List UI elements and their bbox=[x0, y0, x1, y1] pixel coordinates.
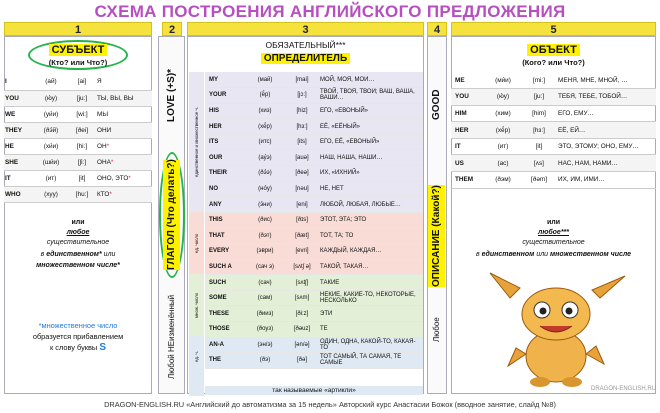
subject-row bbox=[4, 138, 152, 154]
subject-ipa: [it] bbox=[68, 170, 96, 186]
determiner-row bbox=[205, 275, 423, 291]
subject-row bbox=[4, 170, 152, 186]
subject-word: SHE bbox=[4, 154, 34, 170]
determiner-word: THESE bbox=[205, 306, 245, 322]
determiner-translation: ЭТОТ, ЭТА; ЭТО bbox=[319, 212, 423, 228]
subject-transcription: (ит) bbox=[34, 170, 68, 186]
subject-translation: Я bbox=[96, 74, 152, 90]
determiner-transcription: (ðис) bbox=[245, 212, 285, 228]
determiner-heading: ОПРЕДЕЛИТЕЛЬ bbox=[187, 53, 424, 64]
determiner-ipa: [sʌm] bbox=[285, 290, 319, 306]
determiner-transcription: (э́ни) bbox=[245, 197, 285, 213]
subject-translation: КТО* bbox=[96, 186, 152, 202]
determiner-translation: ЛЮБОЙ, ЛЮБАЯ, ЛЮБЫЕ… bbox=[319, 197, 423, 213]
subject-any: любое bbox=[66, 229, 90, 236]
determiner-row bbox=[205, 88, 423, 104]
determiner-ipa: [mai] bbox=[285, 72, 319, 88]
object-word: THEM bbox=[451, 172, 485, 189]
determiner-ipa: [ən/ə] bbox=[285, 337, 319, 353]
subject-transcription: (ши́и) bbox=[34, 154, 68, 170]
determiner-row bbox=[205, 290, 423, 306]
determiner-ipa: [evri] bbox=[285, 244, 319, 260]
object-row bbox=[451, 155, 656, 172]
determiner-transcription: (но́у) bbox=[245, 181, 285, 197]
determiner-row bbox=[205, 134, 423, 150]
determiner-translation: ТАКОЙ, ТАКАЯ… bbox=[319, 259, 423, 275]
subject-ipa: [ju:] bbox=[68, 90, 96, 106]
determiner-row bbox=[205, 244, 423, 260]
determiner-word: SUCH bbox=[205, 275, 245, 291]
object-transcription: (ми́и) bbox=[485, 72, 521, 89]
subject-word: WHO bbox=[4, 186, 34, 202]
subject-transcription: (ю́у) bbox=[34, 90, 68, 106]
subject-row bbox=[4, 74, 152, 90]
determiner-transcription: (итс) bbox=[245, 134, 285, 150]
determiner-ipa: [hɜ:] bbox=[285, 119, 319, 135]
verb-example: LOVE (+S)* bbox=[166, 68, 177, 122]
object-transcription: (ит) bbox=[485, 138, 521, 155]
determiner-transcription: (сам) bbox=[245, 290, 285, 306]
determiner-word: ANY bbox=[205, 197, 245, 213]
object-translation: ЕГО, ЕМУ… bbox=[557, 105, 656, 122]
determiner-required: ОБЯЗАТЕЛЬНЫЙ*** bbox=[265, 40, 346, 50]
subject-row bbox=[4, 186, 152, 202]
determiner-row bbox=[205, 72, 423, 88]
subject-table bbox=[4, 74, 152, 203]
determiner-transcription: (ðэ́э) bbox=[245, 166, 285, 182]
subject-word: THEY bbox=[4, 122, 34, 138]
object-ipa: [him] bbox=[521, 105, 557, 122]
determiner-word: AN-A bbox=[205, 337, 245, 353]
object-ipa: [mi:] bbox=[521, 72, 557, 89]
subject-translation: ОНО, ЭТО* bbox=[96, 170, 152, 186]
determiner-translation: МОЙ, МОЯ, МОИ… bbox=[319, 72, 423, 88]
determiner-ipa: [sʌtʃ] bbox=[285, 275, 319, 291]
subject-translation: ОН* bbox=[96, 138, 152, 154]
determiner-ipa: [its] bbox=[285, 134, 319, 150]
determiner-translation: НЕ, НЕТ bbox=[319, 181, 423, 197]
subject-ipa: [ðei] bbox=[68, 122, 96, 138]
col-number-5: 5 bbox=[451, 22, 656, 36]
determiner-word: HER bbox=[205, 119, 245, 135]
subject-transcription: (ай) bbox=[34, 74, 68, 90]
object-word: HER bbox=[451, 122, 485, 139]
page-title: СХЕМА ПОСТРОЕНИЯ АНГЛИЙСКОГО ПРЕДЛОЖЕНИЯ bbox=[94, 2, 566, 21]
object-or: или bbox=[546, 219, 561, 226]
determiner-word: THEIR bbox=[205, 166, 245, 182]
dragon-mascot-icon bbox=[480, 268, 630, 390]
determiner-transcription: (хиз) bbox=[245, 103, 285, 119]
subject-transcription: (хи́и) bbox=[34, 138, 68, 154]
determiner-translation: ТОТ, ТА; ТО bbox=[319, 228, 423, 244]
subject-word: YOU bbox=[4, 90, 34, 106]
determiner-word: MY bbox=[205, 72, 245, 88]
determiner-transcription: (эн/э) bbox=[245, 337, 285, 353]
determiner-word: ITS bbox=[205, 134, 245, 150]
determiner-transcription: (ðэт) bbox=[245, 228, 285, 244]
determiner-translation: НАШ, НАША, НАШИ… bbox=[319, 150, 423, 166]
determiner-row bbox=[205, 103, 423, 119]
object-transcription: (хим) bbox=[485, 105, 521, 122]
determiner-translation: КАЖДЫЙ, КАЖДАЯ… bbox=[319, 244, 423, 260]
determiner-word: YOUR bbox=[205, 88, 245, 104]
object-transcription: (хё́р) bbox=[485, 122, 521, 139]
object-translation: ЭТО, ЭТОМУ; ОНО, ЕМУ… bbox=[557, 138, 656, 155]
determiner-translation: ТЕ bbox=[319, 322, 423, 338]
plural-note: *множественное число образуется прибавлением к слову буквы S bbox=[32, 321, 124, 353]
determiner-word: THOSE bbox=[205, 322, 245, 338]
object-row bbox=[451, 72, 656, 89]
group-label-2: ед. число bbox=[194, 233, 199, 253]
object-ipa: [hɜ:] bbox=[521, 122, 557, 139]
determiner-transcription: (ðоуз) bbox=[245, 322, 285, 338]
determiner-ipa: [auə] bbox=[285, 150, 319, 166]
determiner-row bbox=[205, 353, 423, 369]
verb-heading: ГЛАГОЛ (Что делать?) bbox=[160, 156, 184, 274]
determiner-translation: ТОТ САМЫЙ, ТА САМАЯ, ТЕ САМЫЕ bbox=[319, 353, 423, 369]
object-ipa: [it] bbox=[521, 138, 557, 155]
subject-ipa: [hi:] bbox=[68, 138, 96, 154]
object-ipa: [ju:] bbox=[521, 89, 557, 106]
object-ipa: [ʌs] bbox=[521, 155, 557, 172]
determiner-word: THAT bbox=[205, 228, 245, 244]
object-row bbox=[451, 89, 656, 106]
subject-translation: ТЫ, ВЫ, ВЫ bbox=[96, 90, 152, 106]
determiner-translation: ЕЁ, «ЕЁНЫЙ» bbox=[319, 119, 423, 135]
determiner-ipa: [hiz] bbox=[285, 103, 319, 119]
determiner-word: THIS bbox=[205, 212, 245, 228]
subject-transcription: (уи́и) bbox=[34, 106, 68, 122]
subject-word: IT bbox=[4, 170, 34, 186]
subject-row bbox=[4, 106, 152, 122]
determiner-word: OUR bbox=[205, 150, 245, 166]
determiner-translation: НЕКИЕ, КАКИЕ-ТО, НЕКОТОРЫЕ, НЕСКОЛЬКО bbox=[319, 290, 423, 306]
object-table bbox=[451, 72, 656, 189]
determiner-translation: ЕГО, ЕЁ, «ЕВОНЫЙ» bbox=[319, 134, 423, 150]
determiner-row bbox=[205, 337, 423, 353]
object-row bbox=[451, 105, 656, 122]
object-translation: ТЕБЯ, ТЕБЕ, ТОБОЙ… bbox=[557, 89, 656, 106]
verb-any: Любой НЕизменённый bbox=[167, 294, 176, 380]
col-number-1: 1 bbox=[4, 22, 152, 36]
object-noun: существительное bbox=[522, 239, 585, 246]
determiner-word: SOME bbox=[205, 290, 245, 306]
determiner-transcription: (сач э) bbox=[245, 259, 285, 275]
subject-noun: существительное bbox=[46, 239, 110, 246]
determiner-ipa: [ðə] bbox=[285, 353, 319, 369]
determiner-row bbox=[205, 306, 423, 322]
object-transcription: (ðэм) bbox=[485, 172, 521, 189]
object-heading: ОБЪЕКТ bbox=[451, 44, 656, 56]
determiner-ipa: [ði:z] bbox=[285, 306, 319, 322]
group-label-4: ед. ч. bbox=[194, 351, 199, 363]
object-word: US bbox=[451, 155, 485, 172]
subject-translation: ОНА* bbox=[96, 154, 152, 170]
determiner-word: HIS bbox=[205, 103, 245, 119]
determiner-word: NO bbox=[205, 181, 245, 197]
object-ipa: [ðəm] bbox=[521, 172, 557, 189]
object-word: YOU bbox=[451, 89, 485, 106]
object-word: HIM bbox=[451, 105, 485, 122]
subject-ipa: [hu:] bbox=[68, 186, 96, 202]
determiner-ipa: [ðɪs] bbox=[285, 212, 319, 228]
subject-ipa: [ʃi:] bbox=[68, 154, 96, 170]
determiner-ipa: [sʌtʃ ə] bbox=[285, 259, 319, 275]
col-number-4: 4 bbox=[427, 22, 447, 36]
determiner-ipa: [nəu] bbox=[285, 181, 319, 197]
determiner-ipa: [ðæt] bbox=[285, 228, 319, 244]
determiner-transcription: (ðэ) bbox=[245, 353, 285, 369]
object-word: ME bbox=[451, 72, 485, 89]
object-translation: НАС, НАМ, НАМИ… bbox=[557, 155, 656, 172]
subject-row bbox=[4, 154, 152, 170]
determiner-ipa: [ðəuz] bbox=[285, 322, 319, 338]
object-word: IT bbox=[451, 138, 485, 155]
object-translation: ИХ, ИМ, ИМИ… bbox=[557, 172, 656, 189]
subject-transcription: (ðэ́й) bbox=[34, 122, 68, 138]
determiner-transcription: (ё́р) bbox=[245, 88, 285, 104]
determiner-word: EVERY bbox=[205, 244, 245, 260]
subject-question: (Кто? или Что?) bbox=[48, 58, 108, 67]
determiner-transcription: (ðииз) bbox=[245, 306, 285, 322]
description-example: GOOD bbox=[431, 89, 442, 121]
determiner-row bbox=[205, 197, 423, 213]
determiner-table bbox=[205, 72, 423, 369]
determiner-ipa: [jɔ:] bbox=[285, 88, 319, 104]
object-translation: МЕНЯ, МНЕ, МНОЙ, … bbox=[557, 72, 656, 89]
articles-note: так называемые «артикли» bbox=[205, 386, 423, 395]
subject-heading: СУБЪЕКТ bbox=[4, 44, 152, 56]
col-number-3: 3 bbox=[187, 22, 424, 36]
group-label-1: единственное и множественное ч. bbox=[194, 107, 199, 177]
subject-translation: МЫ bbox=[96, 106, 152, 122]
object-transcription: (ас) bbox=[485, 155, 521, 172]
determiner-row bbox=[205, 212, 423, 228]
subject-word: WE bbox=[4, 106, 34, 122]
description-any: Любое bbox=[432, 317, 441, 343]
footer-credit: DRAGON-ENGLISH.RU «Английский до автоматизма за 15 недель» Авторский курс Анастасии Божок (вводное занятие, слайд №8) bbox=[104, 400, 556, 409]
watermark: DRAGON-ENGLISH.RU bbox=[590, 386, 656, 392]
subject-ipa: [ai] bbox=[68, 74, 96, 90]
determiner-translation: ТАКИЕ bbox=[319, 275, 423, 291]
determiner-word: THE bbox=[205, 353, 245, 369]
determiner-transcription: (май) bbox=[245, 72, 285, 88]
object-translation: ЕЁ, ЕЙ… bbox=[557, 122, 656, 139]
object-row bbox=[451, 138, 656, 155]
subject-word: I bbox=[4, 74, 34, 90]
subject-ipa: [wi:] bbox=[68, 106, 96, 122]
object-any: любое*** bbox=[538, 229, 569, 236]
subject-row bbox=[4, 90, 152, 106]
determiner-transcription: (эври) bbox=[245, 244, 285, 260]
object-number: в единственном или множественном числе bbox=[475, 251, 632, 258]
determiner-translation: ТВОЙ, ТВОЯ, ТВОИ; ВАШ, ВАША, ВАШИ… bbox=[319, 88, 423, 104]
description-heading: ОПИСАНИЕ (Какой?) bbox=[427, 176, 447, 296]
determiner-translation: ЕГО, «ЕВОНЫЙ» bbox=[319, 103, 423, 119]
subject-word: HE bbox=[4, 138, 34, 154]
object-row bbox=[451, 172, 656, 189]
determiner-row bbox=[205, 166, 423, 182]
determiner-row bbox=[205, 181, 423, 197]
subject-number-line1: в единственном* или bbox=[40, 251, 116, 258]
determiner-transcription: (хё́р) bbox=[245, 119, 285, 135]
col-number-2: 2 bbox=[162, 22, 182, 36]
determiner-row bbox=[205, 119, 423, 135]
determiner-translation: ИХ, «ИХНИЙ» bbox=[319, 166, 423, 182]
determiner-ipa: [ðeə] bbox=[285, 166, 319, 182]
object-question: (Кого? или Что?) bbox=[522, 58, 585, 67]
determiner-row bbox=[205, 150, 423, 166]
determiner-translation: ОДИН, ОДНА, КАКОЙ-ТО, КАКАЯ-ТО bbox=[319, 337, 423, 353]
determiner-row bbox=[205, 259, 423, 275]
determiner-ipa: [eni] bbox=[285, 197, 319, 213]
determiner-translation: ЭТИ bbox=[319, 306, 423, 322]
object-row bbox=[451, 122, 656, 139]
determiner-transcription: (сач) bbox=[245, 275, 285, 291]
determiner-transcription: (ау́э) bbox=[245, 150, 285, 166]
subject-row bbox=[4, 122, 152, 138]
subject-translation: ОНИ bbox=[96, 122, 152, 138]
group-label-3: множ. число bbox=[194, 292, 199, 318]
subject-or: или bbox=[71, 219, 85, 226]
object-transcription: (ю́у) bbox=[485, 89, 521, 106]
determiner-word: SUCH A bbox=[205, 259, 245, 275]
determiner-row bbox=[205, 322, 423, 338]
subject-transcription: (хуу) bbox=[34, 186, 68, 202]
determiner-row bbox=[205, 228, 423, 244]
subject-number-line2: множественном числе* bbox=[36, 262, 120, 269]
